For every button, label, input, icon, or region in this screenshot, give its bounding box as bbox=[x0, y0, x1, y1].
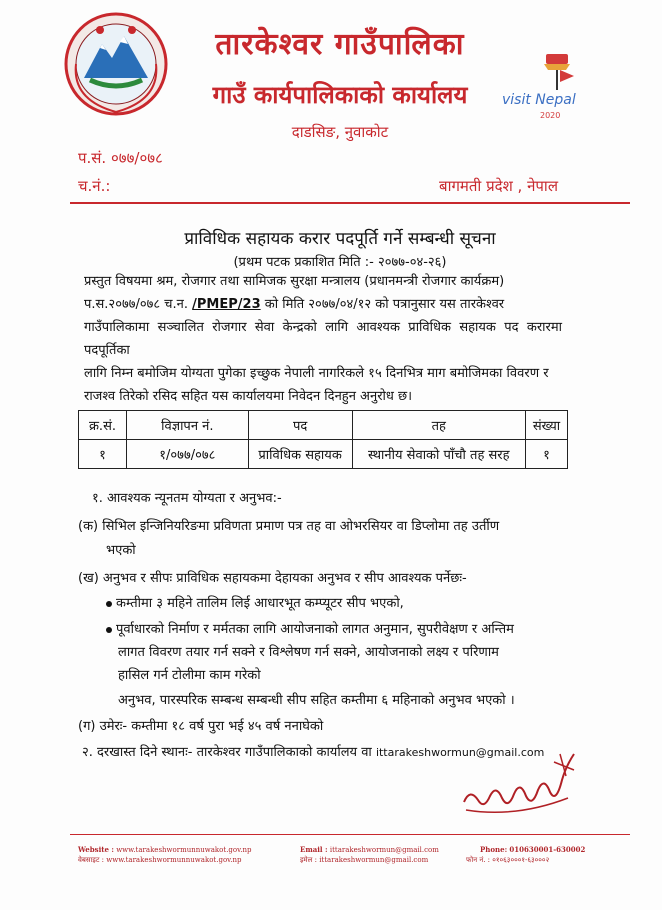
footer-website-np bbox=[78, 856, 242, 865]
reference-label: प.सं. bbox=[78, 149, 107, 167]
visit-logo-year: 2020 bbox=[540, 111, 561, 120]
notice-publish-date: (प्रथम पटक प्रकाशित मिति :- २०७७-०४-२६) bbox=[233, 255, 447, 270]
dispatch-number-label: च.नं.: bbox=[78, 177, 111, 195]
application-email: ittarakeshwormun@gmail.com bbox=[375, 746, 545, 759]
notice-pmep-ref: /PMEP/23 bbox=[192, 297, 261, 312]
footer-email bbox=[300, 845, 439, 854]
col-count: संख्या bbox=[525, 411, 567, 440]
footer-website-label-np: वेबसाइट : bbox=[78, 856, 104, 864]
notice-line-5: राजश्व तिरेको रसिद सहित यस कार्यालयमा निवेदन दिनहुन अनुरोध छ। bbox=[84, 389, 413, 404]
table-header-row bbox=[79, 411, 568, 440]
col-post: पद bbox=[248, 411, 352, 440]
footer-email-np bbox=[300, 856, 428, 865]
bullet-item-1-text: कम्तीमा ३ महिने तालिम लिई आधारभूत कम्प्यूटर सीप भएको, bbox=[116, 596, 404, 611]
visit-nepal-2020-logo bbox=[500, 52, 612, 128]
cell-level: स्थानीय सेवाको पाँचौ तह सरह bbox=[352, 440, 525, 469]
bullet-item-2-text: पूर्वाधारको निर्माण र मर्मतका लागि आयोजनाको लागत अनुमान, सुपरीवेक्षण र अन्तिम bbox=[116, 622, 514, 637]
notice-body bbox=[84, 270, 562, 408]
footer-phone-number-np: ०१०६३०००१-६३०००२ bbox=[492, 856, 550, 864]
bullet-icon bbox=[106, 601, 112, 607]
notice-line-1: प्रस्तुत विषयमा श्रम, रोजगार तथा सामिजक सुरक्षा मन्त्रालय (प्रधानमन्त्री रोजगार कार्यक्रम) bbox=[84, 274, 505, 289]
footer-email-label-np: इमेल : bbox=[300, 856, 317, 864]
government-emblem-logo bbox=[62, 8, 170, 120]
bullet-item-2-line-3: हासिल गर्न टोलीमा काम गरेको bbox=[118, 668, 261, 683]
notice-letter-date: को मिति २०७७/०४/१२ को पत्रानुसार यस तारकेश्वर bbox=[264, 297, 505, 312]
vacancy-table bbox=[78, 410, 568, 469]
municipality-name: तारकेश्वर गाउँपालिका bbox=[215, 27, 465, 62]
footer-email-link-np[interactable]: ittarakeshwormun@gmail.com bbox=[319, 856, 429, 864]
footer-phone bbox=[480, 845, 585, 854]
footer-website-link-np[interactable]: www.tarakeshwormunnuwakot.gov.np bbox=[106, 856, 242, 864]
footer-phone-label: Phone: bbox=[480, 845, 508, 854]
notice-line-2 bbox=[84, 293, 562, 316]
requirement-ka-line-1: (क) सिभिल इन्जिनियरिङमा प्रविणता प्रमाण पत्र तह वा ओभरसियर वा डिप्लोमा तह उर्तीण bbox=[78, 519, 500, 534]
bullet-icon bbox=[106, 627, 112, 633]
bullet-item-2 bbox=[106, 619, 514, 637]
notice-line-4: लागि निम्न बमोजिम योग्यता पुगेका इच्छुक नेपाली नागरिकले १५ दिनभित्र माग बमोजिमका विवरण र bbox=[84, 366, 549, 381]
bullet-item-2-line-2: लागत विवरण तयार गर्न सक्ने र विश्लेषण गर्न सक्ने, आयोजनाको लक्ष्य र परिणाम bbox=[118, 645, 499, 660]
header-divider bbox=[70, 202, 630, 204]
footer-phone-np bbox=[466, 856, 549, 865]
handwritten-signature bbox=[456, 740, 586, 830]
reference-number bbox=[78, 148, 163, 168]
bullet-item-1 bbox=[106, 593, 404, 611]
footer-website-link[interactable]: www.tarakeshwormunnuwakot.gov.np bbox=[116, 846, 252, 854]
col-serial: क्र.सं. bbox=[79, 411, 127, 440]
notice-line-3: गाउँपालिकामा सञ्चालित रोजगार सेवा केन्द्रको लागि आवश्यक प्राविधिक सहायक पद करारमा पदपूर्तिका bbox=[84, 320, 562, 358]
cell-advertisement-no: १/०७७/०७८ bbox=[126, 440, 248, 469]
cell-count: १ bbox=[525, 440, 567, 469]
office-address: दाडसिङ, नुवाकोट bbox=[291, 123, 389, 141]
footer-website-label: Website : bbox=[78, 845, 114, 854]
cell-serial: १ bbox=[79, 440, 127, 469]
footer-phone-number: 010630001-630002 bbox=[509, 845, 586, 854]
application-place-text: २. दरखास्त दिने स्थानः- तारकेश्वर गाउँपालिकाको कार्यालय वा bbox=[82, 745, 372, 760]
footer-website bbox=[78, 845, 251, 854]
footer-email-link[interactable]: ittarakeshwormun@gmail.com bbox=[329, 846, 439, 854]
col-advertisement-no: विज्ञापन नं. bbox=[126, 411, 248, 440]
visit-logo-text: visit Nepal bbox=[502, 92, 576, 108]
footer-divider bbox=[70, 834, 630, 835]
requirement-kha-line: (ख) अनुभव र सीपः प्राविधिक सहायकमा देहायका अनुभव र सीप आवश्यक पर्नेछः- bbox=[78, 571, 467, 586]
notice-letter-ref: प.स.२०७७/०७८ च.न. bbox=[84, 297, 189, 312]
office-name: गाउँ कार्यपालिकाको कार्यालय bbox=[212, 81, 468, 109]
table-row bbox=[79, 440, 568, 469]
col-level: तह bbox=[352, 411, 525, 440]
reference-value: ०७७/०७८ bbox=[110, 149, 163, 167]
requirement-ka-line-2: भएको bbox=[106, 543, 136, 558]
province-name: बागमती प्रदेश , नेपाल bbox=[439, 177, 558, 195]
notice-title: प्राविधिक सहायक करार पदपूर्ति गर्ने सम्बन्धी सूचना bbox=[184, 229, 496, 249]
bullet-item-2-line-4: अनुभव, पारस्परिक सम्बन्ध सम्बन्धी सीप सहित कम्तीमा ६ महिनाको अनुभव भएको । bbox=[118, 693, 515, 708]
footer-phone-label-np: फोन नं. : bbox=[466, 856, 491, 864]
requirement-ga-line: (ग) उमेरः- कम्तीमा १८ वर्ष पुरा भई ४५ वर्ष ननाघेको bbox=[78, 719, 324, 734]
footer-email-label: Email : bbox=[300, 845, 328, 854]
cell-post: प्राविधिक सहायक bbox=[248, 440, 352, 469]
requirements-heading: १. आवश्यक न्यूनतम योग्यता र अनुभव:- bbox=[92, 491, 282, 506]
